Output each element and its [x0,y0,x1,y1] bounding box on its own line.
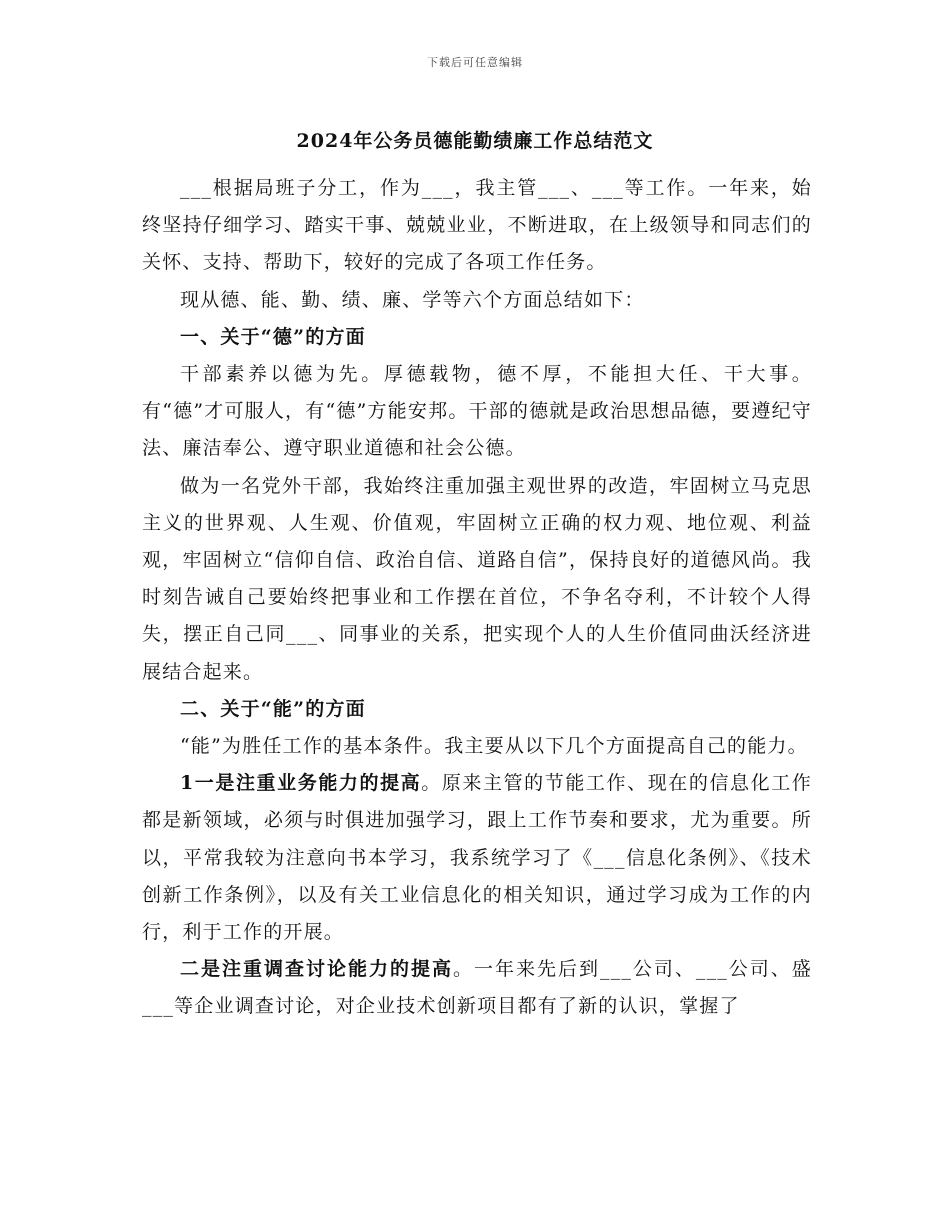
intro-summary-paragraph: 现从德、能、勤、绩、廉、学等六个方面总结如下： [180,288,645,311]
item-2-text: 。一年来先后到___公司、___公司、盛___等企业调查讨论，对企业技术创新项目都有了新的认识，掌握了 [142,958,812,1018]
item-1-lead: 1一是注重业务能力的提高 [180,772,422,795]
intro-paragraph: ___根据局班子分工，作为___，我主管___、___等工作。一年来，始终坚持仔细学习、踏实干事、兢兢业业，不断进取，在上级领导和同志们的关怀、支持、帮助下，较好的完成了各项工作任务。 [142,177,812,274]
item-1-text: 。原来主管的节能工作、现在的信息化工作都是新领域，必须与时俱进加强学习，跟上工作节奏和要求，尤为重要。所以，平常我较为注意向书本学习，我系统学习了《___信息化条例》、《技术创新工作条例》，以及有关工业信息化的相关知识，通过学习成为工作的内行，利于工作的开展。 [142,772,812,944]
section-neng-item-2 [142,951,812,1025]
section-de-paragraph-1: 干部素养以德为先。厚德载物，德不厚，不能担大任、干大事。有“德”才可服人，有“德”方能安邦。干部的德就是政治思想品德，要遵纪守法、廉洁奉公、遵守职业道德和社会公德。 [142,363,812,460]
document-body [142,170,812,1026]
section-neng-paragraph-1: “能”为胜任工作的基本条件。我主要从以下几个方面提高自己的能力。 [180,735,808,758]
section-de-paragraph-2: 做为一名党外干部，我始终注重加强主观世界的改造，牢固树立马克思主义的世界观、人生观、价值观，牢固树立正确的权力观、地位观、利益观，牢固树立“信仰自信、政治自信、道路自信”，保持良好的道德风尚。我时刻告诫自己要始终把事业和工作摆在首位，不争名夺利，不计较个人得失，摆正自己同___、同事业的关系，把实现个人的人生价值同曲沃经济进展结合起来。 [142,474,812,683]
section-neng-item-1 [142,765,812,951]
item-2-lead: 二是注重调查讨论能力的提高 [180,958,453,981]
section-heading-neng: 二、关于“能”的方面 [180,697,366,720]
document-title: 2024年公务员德能勤绩廉工作总结范文 [296,130,654,152]
page-header-note: 下载后可任意编辑 [427,56,523,69]
section-heading-de: 一、关于“德”的方面 [180,325,366,348]
